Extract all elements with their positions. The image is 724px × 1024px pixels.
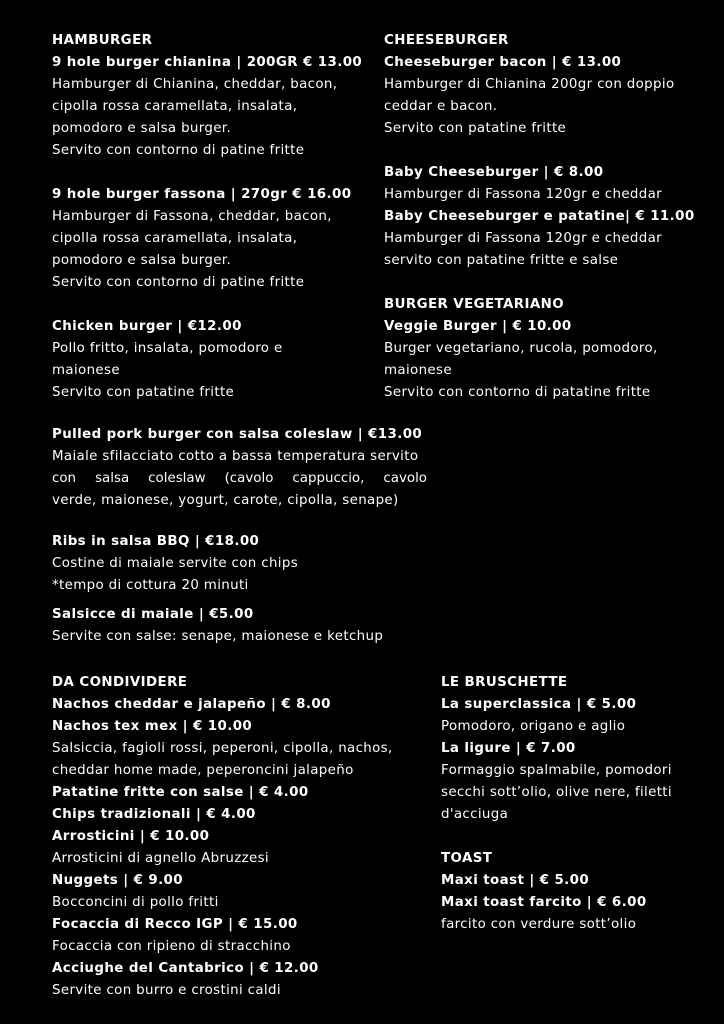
section-heading-bruschette: LE BRUSCHETTE: [441, 675, 568, 690]
item-desc-line: Focaccia con ripieno di stracchino: [52, 939, 291, 954]
item-title-nachos-tex-mex: Nachos tex mex | € 10.00: [52, 719, 253, 734]
item-desc-line: Pollo fritto, insalata, pomodoro e: [52, 341, 283, 356]
section-heading-cheeseburger: CHEESEBURGER: [384, 33, 509, 48]
item-desc-line: cipolla rossa caramellata, insalata,: [52, 99, 298, 114]
item-title-chianina: 9 hole burger chianina | 200GR € 13.00: [52, 55, 363, 70]
item-desc-line: cheddar home made, peperoncini jalapeño: [52, 763, 354, 778]
item-desc-line: Burger vegetariano, rucola, pomodoro,: [384, 341, 658, 356]
hamburger-section: [52, 30, 382, 404]
ribs-item: [52, 531, 427, 597]
item-title-pulled-pork: Pulled pork burger con salsa coleslaw | €13.00: [52, 427, 423, 442]
item-desc-line: Hamburger di Chianina 200gr con doppio: [384, 77, 675, 92]
cheeseburger-section: [384, 30, 704, 404]
item-title-cheeseburger-bacon: Cheeseburger bacon | € 13.00: [384, 55, 622, 70]
item-title-patatine: Patatine fritte con salse | € 4.00: [52, 785, 309, 800]
item-desc-line: Servito con contorno di patatine fritte: [384, 385, 651, 400]
item-desc-line: pomodoro e salsa burger.: [52, 121, 232, 136]
item-title-maxi-toast: Maxi toast | € 5.00: [441, 873, 590, 888]
item-title-ribs: Ribs in salsa BBQ | €18.00: [52, 534, 260, 549]
item-title-fassona: 9 hole burger fassona | 270gr € 16.00: [52, 187, 352, 202]
item-title-baby-cheeseburger-patatine: Baby Cheeseburger e patatine| € 11.00: [384, 209, 695, 224]
item-desc-line: Hamburger di Fassona 120gr e cheddar: [384, 187, 663, 202]
item-title-arrosticini: Arrosticini | € 10.00: [52, 829, 210, 844]
item-desc-line: verde, maionese, yogurt, carote, cipolla, senape): [52, 493, 399, 508]
section-heading-condividere: DA CONDIVIDERE: [52, 675, 188, 690]
item-desc-line: cipolla rossa caramellata, insalata,: [52, 231, 298, 246]
item-title-maxi-toast-farcito: Maxi toast farcito | € 6.00: [441, 895, 647, 910]
item-title-veggie-burger: Veggie Burger | € 10.00: [384, 319, 572, 334]
item-desc-line: Bocconcini di pollo fritti: [52, 895, 219, 910]
item-desc-line: Costine di maiale servite con chips: [52, 556, 299, 571]
item-title-acciughe: Acciughe del Cantabrico | € 12.00: [52, 961, 319, 976]
item-title-nuggets: Nuggets | € 9.00: [52, 873, 183, 888]
item-title-salsicce: Salsicce di maiale | €5.00: [52, 607, 254, 622]
section-heading-hamburger: HAMBURGER: [52, 33, 153, 48]
item-desc-line: *tempo di cottura 20 minuti: [52, 578, 249, 593]
pulled-pork-item: [52, 424, 427, 512]
item-desc-line: servito con patatine fritte e salse: [384, 253, 619, 268]
item-desc-line: Formaggio spalmabile, pomodori: [441, 763, 672, 778]
item-title-chips: Chips tradizionali | € 4.00: [52, 807, 256, 822]
item-desc-line: Servito con contorno di patine fritte: [52, 143, 305, 158]
item-desc-line: Hamburger di Fassona 120gr e cheddar: [384, 231, 663, 246]
item-desc-line: secchi sott’olio, olive nere, filetti: [441, 785, 672, 800]
item-desc-line: con salsa coleslaw (cavolo cappuccio, cavolo: [52, 471, 427, 486]
item-title-chicken: Chicken burger | €12.00: [52, 319, 242, 334]
item-desc-line: maionese: [52, 363, 120, 378]
item-desc-line: pomodoro e salsa burger.: [52, 253, 232, 268]
item-title-superclassica: La superclassica | € 5.00: [441, 697, 637, 712]
item-title-ligure: La ligure | € 7.00: [441, 741, 576, 756]
item-title-baby-cheeseburger: Baby Cheeseburger | € 8.00: [384, 165, 604, 180]
item-title-focaccia: Focaccia di Recco IGP | € 15.00: [52, 917, 298, 932]
item-title-nachos-cheddar: Nachos cheddar e jalapeño | € 8.00: [52, 697, 331, 712]
condividere-section: [52, 672, 432, 1002]
item-desc-line: Servite con burro e crostini caldi: [52, 983, 281, 998]
section-heading-vegetariano: BURGER VEGETARIANO: [384, 297, 565, 312]
section-heading-toast: TOAST: [441, 851, 493, 866]
item-desc-line: d'acciuga: [441, 807, 509, 822]
item-desc-line: Servito con patatine fritte: [52, 385, 235, 400]
item-desc-line: Hamburger di Fassona, cheddar, bacon,: [52, 209, 332, 224]
item-desc-line: Pomodoro, origano e aglio: [441, 719, 626, 734]
salsicce-item: [52, 604, 427, 648]
item-desc-line: Arrosticini di agnello Abruzzesi: [52, 851, 269, 866]
item-desc-line: Servite con salse: senape, maionese e ketchup: [52, 629, 384, 644]
item-desc-line: Servito con patatine fritte: [384, 121, 567, 136]
item-desc-line: Salsiccia, fagioli rossi, peperoni, cipolla, nachos,: [52, 741, 393, 756]
item-desc-line: farcito con verdure sott’olio: [441, 917, 637, 932]
item-desc-line: Hamburger di Chianina, cheddar, bacon,: [52, 77, 338, 92]
item-desc-line: Servito con contorno di patine fritte: [52, 275, 305, 290]
bruschette-section: [441, 672, 711, 936]
item-desc-line: ceddar e bacon.: [384, 99, 498, 114]
item-desc-line: Maiale sfilacciato cotto a bassa temperatura servito: [52, 449, 419, 464]
item-desc-line: maionese: [384, 363, 452, 378]
